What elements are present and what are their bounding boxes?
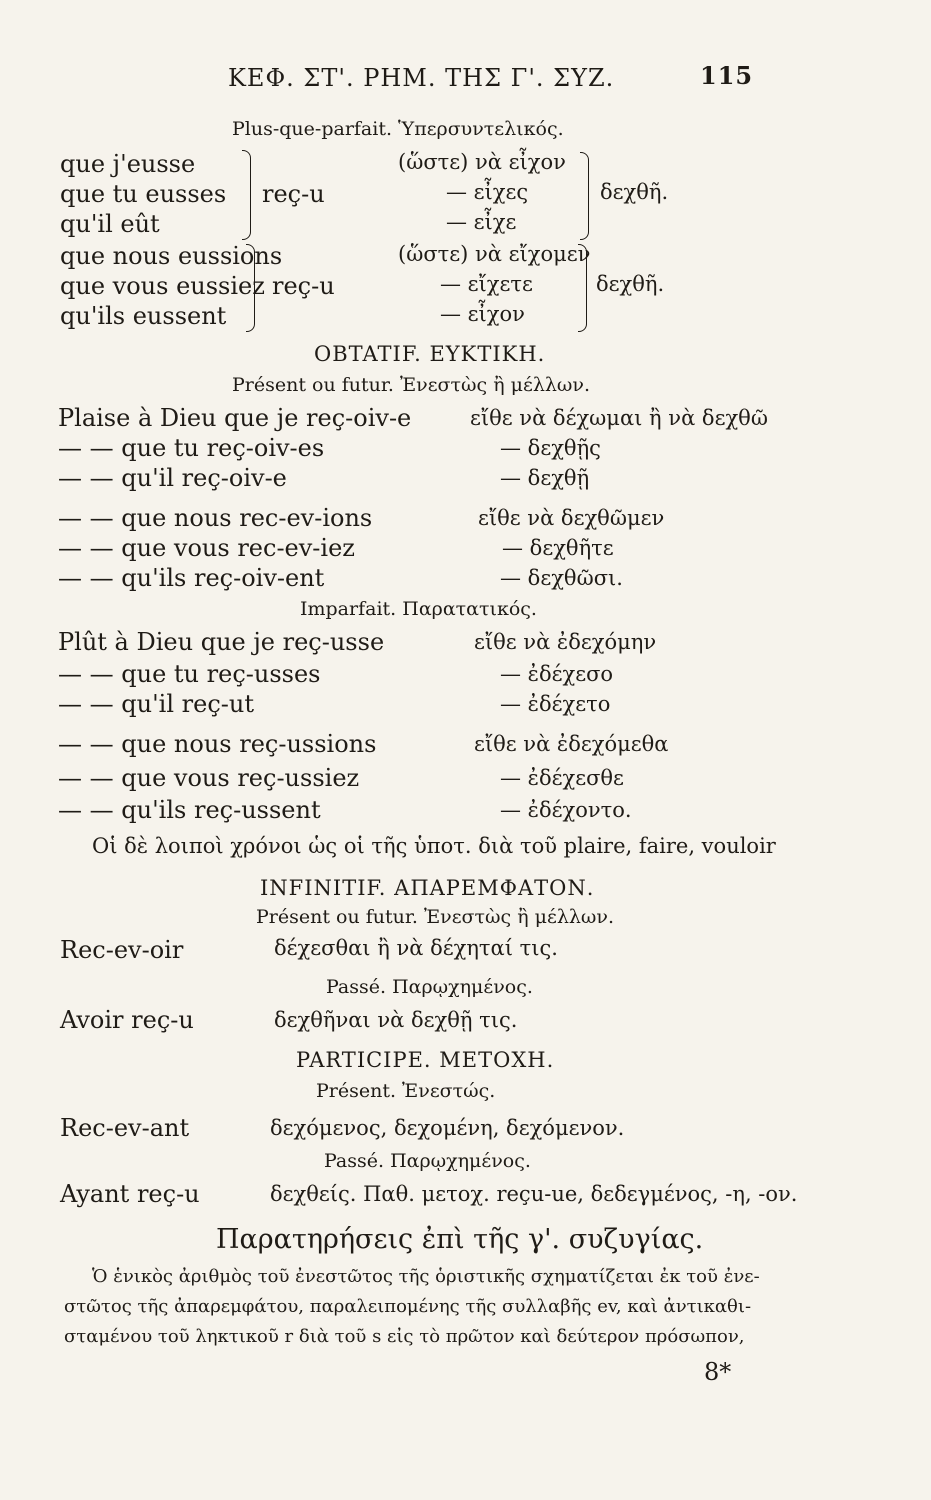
optatif-imparfait-gr-5: — ἐδέχεσθε — [500, 766, 624, 790]
optatif-present-gr-6: — δεχθῶσι. — [500, 566, 623, 590]
pqp-gr-result-2: δεχθῆ. — [596, 272, 665, 296]
participe-present-gr: δεχόμενος, δεχομένη, δεχόμενον. — [270, 1116, 625, 1140]
brace-pqp-gr-1 — [580, 152, 589, 240]
participe-passe-gr: δεχθείς. Παθ. μετοχ. reçu-ue, δεδεγμένος, -η, -ον. — [270, 1182, 798, 1206]
optatif-imparfait-gr-2: — ἐδέχεσο — [500, 662, 614, 686]
optatif-present-fr-5: — — que vous rec-ev-iez — [58, 534, 355, 562]
optatif-note: Οἱ δὲ λοιποὶ χρόνοι ὡς οἱ τῆς ὑποτ. διὰ τοῦ plaire, faire, vouloir — [92, 834, 776, 858]
pqp-gr-2: — εἶχες — [446, 180, 529, 204]
pqp-gr-result-1: δεχθῆ. — [600, 180, 669, 204]
infinitif-present-heading: Présent ou futur. Ἐνεστὼς ἢ μέλλων. — [256, 906, 614, 928]
pqp-gr-5: — εἴχετε — [440, 272, 533, 296]
running-header-title: ΚΕΦ. ΣΤ'. ΡΗΜ. ΤΗΣ Γ'. ΣΥΖ. — [228, 64, 615, 92]
optatif-imparfait-fr-1: Plût à Dieu que je reç-usse — [58, 628, 385, 656]
optatif-imparfait-gr-3: — ἐδέχετο — [500, 692, 611, 716]
optatif-present-fr-4: — — que nous rec-ev-ions — [58, 504, 373, 532]
infinitif-heading: INFINITIF. ΑΠΑΡΕΜΦΑΤΟΝ. — [260, 876, 595, 900]
brace-pqp-fr-2 — [246, 244, 255, 332]
observations-line-2: στῶτος τῆς ἀπαρεμφάτου, παραλειπομένης τῆς συλλαβῆς ev, καὶ ἀντικαθι- — [64, 1296, 752, 1317]
infinitif-present-fr: Rec-ev-oir — [60, 936, 184, 964]
optatif-present-gr-1: εἴθε νὰ δέχωμαι ἢ νὰ δεχθῶ — [470, 406, 768, 430]
pqp-fr-4: que nous eussions — [60, 242, 283, 270]
pqp-fr-5: que vous eussiez — [60, 272, 265, 300]
optatif-imparfait-fr-2: — — que tu reç-usses — [58, 660, 321, 688]
pqp-fr-2: que tu eusses — [60, 180, 227, 208]
optatif-imparfait-gr-4: εἴθε νὰ ἐδεχόμεθα — [474, 732, 669, 756]
infinitif-passe-gr: δεχθῆναι νὰ δεχθῇ τις. — [274, 1008, 518, 1032]
optatif-imparfait-gr-1: εἴθε νὰ ἐδεχόμην — [474, 630, 657, 654]
optatif-imparfait-fr-6: — — qu'ils reç-ussent — [58, 796, 321, 824]
participe-present-heading: Présent. Ἐνεστώς. — [316, 1080, 496, 1102]
pqp-fr-1: que j'eusse — [60, 150, 196, 178]
signature-mark: 8* — [704, 1358, 732, 1386]
pqp-participle-2: reç-u — [272, 272, 335, 300]
brace-pqp-fr-1 — [242, 150, 251, 240]
pqp-fr-3: qu'il eût — [60, 210, 160, 238]
infinitif-present-gr: δέχεσθαι ἢ νὰ δέχηταί τις. — [274, 936, 558, 960]
pqp-gr-4: (ὥστε) νὰ εἴχομεν — [398, 242, 591, 266]
optatif-present-gr-3: — δεχθῇ — [500, 466, 590, 490]
infinitif-passe-heading: Passé. Παρῳχημένος. — [326, 976, 533, 998]
optatif-imparfait-fr-5: — — que vous reç-ussiez — [58, 764, 360, 792]
optatif-imparfait-fr-3: — — qu'il reç-ut — [58, 690, 254, 718]
plus-que-parfait-heading: Plus-que-parfait. Ὑπερσυντελικός. — [232, 118, 564, 140]
participe-heading: PARTICIPE. ΜΕΤΟΧΗ. — [296, 1048, 555, 1072]
pqp-participle-1: reç-u — [262, 180, 325, 208]
optatif-present-fr-1: Plaise à Dieu que je reç-oiv-e — [58, 404, 412, 432]
optatif-present-gr-2: — δεχθῇς — [500, 436, 601, 460]
infinitif-passe-fr: Avoir reç-u — [60, 1006, 194, 1034]
optatif-present-gr-5: — δεχθῆτε — [502, 536, 614, 560]
brace-pqp-gr-2 — [578, 244, 587, 332]
observations-heading: Παρατηρήσεις ἐπὶ τῆς γ'. συζυγίας. — [216, 1224, 704, 1255]
page-number: 115 — [700, 61, 754, 90]
pqp-gr-1: (ὥστε) νὰ εἶχον — [398, 150, 566, 174]
pqp-fr-6: qu'ils eussent — [60, 302, 227, 330]
optatif-present-fr-2: — — que tu reç-oiv-es — [58, 434, 325, 462]
optatif-imparfait-fr-4: — — que nous reç-ussions — [58, 730, 377, 758]
optatif-imparfait-gr-6: — ἐδέχοντο. — [500, 798, 632, 822]
observations-line-3: σταμένου τοῦ ληκτικοῦ r διὰ τοῦ s εἰς τὸ πρῶτον καὶ δεύτερον πρόσωπον, — [64, 1326, 745, 1347]
participe-passe-fr: Ayant reç-u — [60, 1180, 200, 1208]
observations-line-1: Ὁ ἑνικὸς ἀριθμὸς τοῦ ἐνεστῶτος τῆς ὁριστικῆς σχηματίζεται ἐκ τοῦ ἐνε- — [92, 1266, 760, 1287]
pqp-gr-3: — εἶχε — [446, 210, 517, 234]
optatif-heading: OBTATIF. ΕΥΚΤΙΚΗ. — [314, 342, 546, 366]
optatif-imparfait-heading: Imparfait. Παρατατικός. — [300, 598, 537, 620]
pqp-gr-6: — εἶχον — [440, 302, 525, 326]
optatif-present-heading: Présent ou futur. Ἐνεστὼς ἢ μέλλων. — [232, 374, 590, 396]
participe-present-fr: Rec-ev-ant — [60, 1114, 190, 1142]
participe-passe-heading: Passé. Παρῳχημένος. — [324, 1150, 531, 1172]
optatif-present-fr-6: — — qu'ils reç-oiv-ent — [58, 564, 325, 592]
optatif-present-fr-3: — — qu'il reç-oiv-e — [58, 464, 287, 492]
optatif-present-gr-4: εἴθε νὰ δεχθῶμεν — [478, 506, 665, 530]
